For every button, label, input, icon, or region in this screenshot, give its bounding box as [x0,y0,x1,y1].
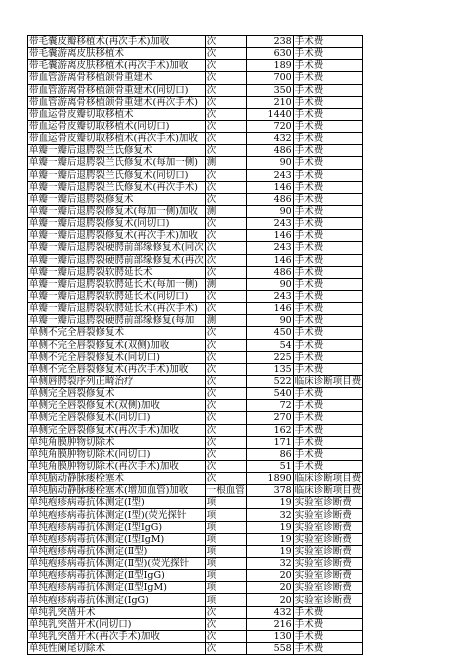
fee-category-cell: 手术费 [293,193,363,205]
fee-category-cell: 手术费 [293,72,363,84]
unit-cell: 次 [205,412,246,424]
table-row [28,181,363,193]
table-row [28,157,363,169]
table-row [28,242,363,254]
table-row [28,497,363,509]
item-name-cell: 单瓣一瓣后退腭裂修复术(每加一侧)加收 [28,205,206,217]
price-cell: 86 [246,448,293,460]
fee-category-cell: 手术费 [293,36,363,48]
table-row [28,460,363,472]
price-cell: 19 [246,497,293,509]
fee-category-cell: 手术费 [293,448,363,460]
table-row [28,36,363,48]
table-row [28,473,363,485]
item-name-cell: 带血管游离骨移植颌骨重建术 [28,72,206,84]
fee-category-cell: 手术费 [293,60,363,72]
unit-cell: 次 [205,303,246,315]
fee-table [27,35,363,655]
table-row [28,388,363,400]
unit-cell: 次 [205,108,246,120]
fee-category-cell: 临床诊断项目费 [294,473,362,485]
table-row [28,533,363,545]
unit-cell: 次 [205,36,246,48]
unit-cell: 次 [205,400,246,412]
fee-category-cell: 手术费 [293,120,363,132]
table-row [28,351,363,363]
price-cell: 72 [246,400,293,412]
unit-cell: 次 [205,460,246,472]
price-cell: 238 [246,36,293,48]
fee-category-cell: 手术费 [293,84,363,96]
item-name-cell: 单侧不完全唇裂修复术(双侧)加收 [28,339,206,351]
price-cell: 432 [246,133,293,145]
item-name-cell: 单纯疱疹病毒抗体测定(Ⅱ型IgM) [28,582,206,594]
unit-cell: 次 [205,169,246,181]
item-name-cell: 单瓣一瓣后退腭裂修复术(再次手术)加收 [28,230,206,242]
price-cell: 1440 [246,108,293,120]
fee-category-cell: 手术费 [293,278,363,290]
item-name-cell: 单纯疱疹病毒抗体测定(Ⅱ型IgG) [28,570,206,582]
price-cell: 486 [246,145,293,157]
fee-category-cell: 临床诊断项目费 [294,376,362,387]
fee-category-cell: 手术费 [293,254,363,266]
table-row [28,412,363,424]
table-row [28,436,363,448]
table-row [28,303,363,315]
price-cell: 90 [246,315,293,327]
item-name-cell: 单瓣一瓣后退腭裂软腭延长术(再次手术) [28,303,206,315]
item-name-cell: 单纯乳突凿开术(同切口) [28,618,206,630]
table-row [28,339,363,351]
fee-category-cell: 手术费 [293,643,363,655]
fee-category-cell: 手术费 [293,630,363,642]
price-cell: 189 [246,60,293,72]
table-row [28,60,363,72]
price-cell: 51 [246,460,293,472]
fee-category-cell: 手术费 [293,327,363,339]
item-name-cell: 单瓣一瓣后退腭裂兰氏修复术 [28,145,206,157]
fee-category-cell: 手术费 [293,618,363,630]
fee-category-cell: 手术费 [293,290,363,302]
fee-category-cell: 手术费 [293,266,363,278]
price-cell: 32 [246,509,293,521]
fee-table-body [28,36,363,655]
unit-cell: 次 [205,448,246,460]
item-name-cell: 带血运骨皮瓣切取移植术 [28,108,206,120]
fee-category-cell: 手术费 [293,388,363,400]
table-row [28,266,363,278]
price-cell: 20 [246,582,293,594]
price-cell: 146 [246,254,293,266]
table-row [28,545,363,557]
price-cell: 19 [246,521,293,533]
item-name-cell: 带血管游离骨移植颌骨重建术(同切口) [28,84,206,96]
unit-cell: 测 [205,205,246,217]
item-name-cell: 单纯疱疹病毒抗体测定(Ⅱ型)(荧光探针 [28,558,206,570]
price-cell: 350 [246,84,293,96]
fee-category-cell: 手术费 [293,303,363,315]
fee-category-cell: 手术费 [293,230,363,242]
table-row [28,509,363,521]
table-row [28,218,363,230]
item-name-cell: 单瓣一瓣后退腭裂修复术(同切口) [28,218,206,230]
unit-cell: 次 [205,339,246,351]
unit-cell: 项 [205,594,246,606]
item-name-cell: 单纯脑动静脉瘘栓塞术 [28,473,206,485]
unit-cell: 次 [205,606,246,618]
unit-cell: 一根血管 [206,485,245,497]
fee-category-cell: 手术费 [293,96,363,108]
price-cell: 450 [246,327,293,339]
unit-cell: 次 [205,120,246,132]
unit-cell: 次 [205,48,246,60]
item-name-cell: 单侧完全唇裂修复术(双侧)加收 [28,400,206,412]
item-name-cell: 单纯疱疹病毒抗体测定(Ⅰ型IgM) [28,533,206,545]
fee-category-cell: 实验室诊断费 [293,545,363,557]
unit-cell: 次 [205,96,246,108]
fee-category-cell: 手术费 [293,205,363,217]
table-row [28,400,363,412]
item-name-cell: 单纯疱疹病毒抗体测定(Ⅱ型) [28,545,206,557]
table-row [28,108,363,120]
item-name-cell: 单瓣一瓣后退腭裂修复术 [28,193,206,205]
table-row [28,424,363,436]
unit-cell: 次 [205,218,246,230]
item-name-cell: 单侧不完全唇裂修复术(同切口) [28,351,206,363]
price-cell: 486 [246,266,293,278]
price-cell: 540 [246,388,293,400]
table-row [28,72,363,84]
fee-category-cell: 手术费 [293,315,363,327]
item-name-cell: 单侧唇腭裂序列正畸治疗 [28,375,206,387]
price-cell: 130 [246,630,293,642]
fee-category-cell: 实验室诊断费 [293,558,363,570]
table-row [28,48,363,60]
price-cell: 146 [246,230,293,242]
price-cell: 243 [246,169,293,181]
unit-cell: 项 [205,509,246,521]
price-cell: 32 [246,558,293,570]
unit-cell: 项 [205,497,246,509]
item-name-cell: 单瓣一瓣后退腭裂软腭延长术(每加一侧) [28,278,206,290]
price-cell: 20 [246,570,293,582]
table-row [28,630,363,642]
price-cell: 432 [246,606,293,618]
price-cell: 210 [246,96,293,108]
unit-cell: 次 [205,630,246,642]
fee-category-cell: 实验室诊断费 [293,533,363,545]
table-row [28,120,363,132]
item-name-cell: 单纯疱疹病毒抗体测定(Ⅰ型) [28,497,206,509]
unit-cell: 次 [205,193,246,205]
table-row [28,643,363,655]
unit-cell: 测 [205,157,246,169]
table-row [28,290,363,302]
unit-cell: 次 [205,84,246,96]
item-name-cell: 单纯角膜肿物切除术(再次手术)加收 [28,460,206,472]
item-name-cell: 单瓣一瓣后退腭裂硬腭前部缘修复术(再次 [29,254,204,266]
fee-category-cell: 手术费 [293,145,363,157]
item-name-cell: 单瓣一瓣后退腭裂硬腭前部缘修复(每加 [28,315,206,327]
fee-category-cell: 手术费 [293,351,363,363]
fee-category-cell: 实验室诊断费 [293,509,363,521]
table-row [28,363,363,375]
table-row [28,96,363,108]
price-cell: 378 [246,485,293,497]
fee-category-cell: 手术费 [293,363,363,375]
unit-cell: 次 [205,436,246,448]
price-cell: 216 [246,618,293,630]
price-cell: 243 [246,218,293,230]
fee-category-cell: 实验室诊断费 [293,497,363,509]
unit-cell: 次 [205,327,246,339]
table-row [28,485,363,497]
fee-category-cell: 手术费 [293,242,363,254]
unit-cell: 次 [205,643,246,655]
item-name-cell: 单侧完全唇裂修复术(同切口) [28,412,206,424]
fee-category-cell: 手术费 [293,108,363,120]
price-cell: 486 [246,193,293,205]
item-name-cell: 带毛囊游离皮肤移植术(再次手术)加收 [28,60,206,72]
unit-cell: 测 [205,278,246,290]
price-cell: 162 [246,424,293,436]
item-name-cell: 单纯性阑尾切除术 [28,643,206,655]
unit-cell: 次 [205,266,246,278]
item-name-cell: 单纯疱疹病毒抗体测定(Ⅰ型IgG) [28,521,206,533]
fee-category-cell: 手术费 [293,133,363,145]
fee-category-cell: 手术费 [293,169,363,181]
item-name-cell: 单纯角膜肿物切除术(同切口) [28,448,206,460]
fee-category-cell: 手术费 [293,48,363,60]
unit-cell: 次 [205,473,246,485]
unit-cell: 次 [205,424,246,436]
fee-category-cell: 手术费 [293,400,363,412]
fee-category-cell: 实验室诊断费 [293,594,363,606]
table-row [28,254,363,266]
item-name-cell: 单纯疱疹病毒抗体测定(IgG) [28,594,206,606]
unit-cell: 次 [205,133,246,145]
item-name-cell: 单瓣一瓣后退腭裂软腭延长术 [28,266,206,278]
table-row [28,521,363,533]
item-name-cell: 带血运骨皮瓣切取移植术(再次手术)加收 [28,133,206,145]
item-name-cell: 单纯疱疹病毒抗体测定(Ⅰ型)(荧光探针 [28,509,206,521]
table-row [28,570,363,582]
fee-category-cell: 临床诊断项目费 [294,485,362,497]
price-cell: 146 [246,181,293,193]
item-name-cell: 单瓣一瓣后退腭裂兰氏修复术(每加一侧) [28,157,206,169]
price-cell: 700 [246,72,293,84]
item-name-cell: 单纯乳突凿开术(再次手术)加收 [28,630,206,642]
unit-cell: 次 [205,375,246,387]
price-cell: 146 [246,303,293,315]
item-name-cell: 单瓣一瓣后退腭裂兰氏修复术(再次手术) [28,181,206,193]
item-name-cell: 单侧不完全唇裂修复术 [28,327,206,339]
table-row [28,375,363,387]
price-cell: 270 [246,412,293,424]
unit-cell: 次 [205,242,246,254]
fee-category-cell: 手术费 [293,218,363,230]
unit-cell: 次 [205,230,246,242]
unit-cell: 次 [205,60,246,72]
unit-cell: 次 [205,181,246,193]
price-cell: 720 [246,120,293,132]
table-row [28,278,363,290]
fee-category-cell: 手术费 [293,181,363,193]
price-cell: 20 [246,594,293,606]
fee-category-cell: 手术费 [293,606,363,618]
unit-cell: 次 [205,72,246,84]
price-cell: 54 [246,339,293,351]
item-name-cell: 单纯乳突凿开术 [28,606,206,618]
item-name-cell: 单纯角膜肿物切除术 [28,436,206,448]
unit-cell: 次 [205,388,246,400]
item-name-cell: 带血运骨皮瓣切取移植术(同切口) [28,120,206,132]
unit-cell: 次 [205,363,246,375]
table-row [28,133,363,145]
price-cell: 243 [246,290,293,302]
table-row [28,582,363,594]
item-name-cell: 单侧完全唇裂修复术 [28,388,206,400]
item-name-cell: 带毛囊皮瓣移植术(再次手术)加收 [28,36,206,48]
price-cell: 1890 [246,473,293,485]
item-name-cell: 带毛囊游离皮肤移植术 [28,48,206,60]
unit-cell: 项 [205,533,246,545]
fee-category-cell: 手术费 [293,412,363,424]
unit-cell: 项 [205,582,246,594]
unit-cell: 项 [205,570,246,582]
table-row [28,327,363,339]
table-row [28,169,363,181]
table-row [28,606,363,618]
price-cell: 522 [246,375,293,387]
price-cell: 171 [246,436,293,448]
item-name-cell: 单瓣一瓣后退腭裂兰氏修复术(同切口) [28,169,206,181]
price-cell: 19 [246,545,293,557]
item-name-cell: 单侧不完全唇裂修复术(再次手术)加收 [28,363,206,375]
table-row [28,193,363,205]
price-cell: 225 [246,351,293,363]
price-cell: 243 [246,242,293,254]
table-row [28,618,363,630]
item-name-cell: 单侧完全唇裂修复术(再次手术)加收 [28,424,206,436]
table-row [28,448,363,460]
table-row [28,205,363,217]
fee-category-cell: 手术费 [293,460,363,472]
table-row [28,558,363,570]
fee-category-cell: 手术费 [293,436,363,448]
unit-cell: 次 [205,145,246,157]
table-row [28,84,363,96]
item-name-cell: 单瓣一瓣后退腭裂硬腭前部缘修复术(同次 [29,242,204,254]
price-cell: 630 [246,48,293,60]
price-cell: 19 [246,533,293,545]
unit-cell: 测 [205,315,246,327]
unit-cell: 项 [205,521,246,533]
item-name-cell: 单瓣一瓣后退腭裂软腭延长术(同切口) [28,290,206,302]
price-cell: 558 [246,643,293,655]
fee-category-cell: 实验室诊断费 [293,582,363,594]
unit-cell: 次 [205,254,246,266]
price-cell: 90 [246,157,293,169]
fee-category-cell: 手术费 [293,424,363,436]
unit-cell: 次 [205,351,246,363]
fee-category-cell: 实验室诊断费 [293,570,363,582]
fee-category-cell: 手术费 [293,157,363,169]
unit-cell: 次 [205,290,246,302]
fee-category-cell: 手术费 [293,339,363,351]
item-name-cell: 单纯脑动静脉瘘栓塞术(增加血管)加收 [28,485,206,497]
fee-category-cell: 实验室诊断费 [293,521,363,533]
price-cell: 90 [246,205,293,217]
unit-cell: 次 [205,618,246,630]
item-name-cell: 带血管游离骨移植颌骨重建术(再次手术) [28,96,206,108]
price-cell: 90 [246,278,293,290]
table-row [28,594,363,606]
table-row [28,315,363,327]
price-cell: 135 [246,363,293,375]
unit-cell: 项 [205,558,246,570]
table-row [28,230,363,242]
table-row [28,145,363,157]
unit-cell: 项 [205,545,246,557]
